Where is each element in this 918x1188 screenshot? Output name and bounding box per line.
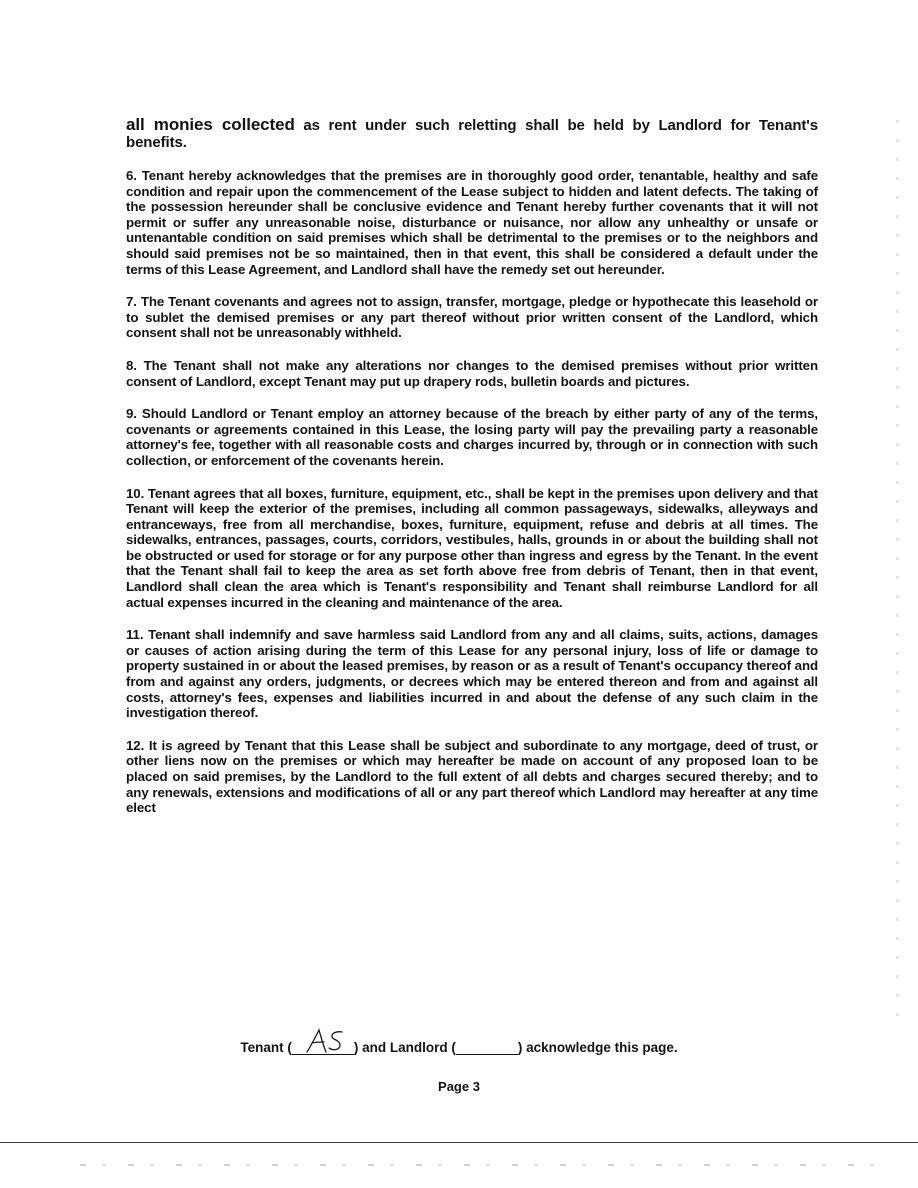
margin-scan-marks xyxy=(896,120,899,1020)
paragraph-9: 9. Should Landlord or Tenant employ an attorney because of the breach by either party of any of the terms, covenants or agreements contained in this Lease, the losing party will pay the prevailing party a reasonable attorney's fee, together with all reasonable costs and charges incurred by, through or in connection with such collection, or enforcement of the covenants herein. xyxy=(126,406,818,468)
paragraph-7: 7. The Tenant covenants and agrees not to assign, transfer, mortgage, pledge or hypothecate this leasehold or to sublet the demised premises or any part thereof without prior written consent of the Landlord, which consent shall not be unreasonably withheld. xyxy=(126,294,818,341)
paragraph-6: 6. Tenant hereby acknowledges that the premises are in thoroughly good order, tenantable, healthy and safe condition and repair upon the commencement of the Lease subject to hidden and latent defects. The taking of the possession hereunder shall be conclusive evidence and Tenant hereby further covenants that it will not permit or suffer any unreasonable noise, disturbance or nuisance, nor allow any unhealthy or unsafe or untenantable condition on said premises which shall be detrimental to the premises or to the neighbors and should said premises not be so maintained, then in that event, this shall be considered a default under the terms of this Lease Agreement, and Landlord shall have the remedy set out hereunder. xyxy=(126,168,818,277)
lead-first-words: all monies collected xyxy=(126,115,295,134)
tenant-label: Tenant ( xyxy=(240,1040,292,1055)
footer-rule xyxy=(0,1142,918,1143)
tenant-initials-field xyxy=(292,1040,354,1055)
landlord-label: ) and Landlord ( xyxy=(353,1040,456,1055)
paragraph-8: 8. The Tenant shall not make any alterations nor changes to the demised premises without prior written consent of Landlord, except Tenant may put up drapery rods, bulletin boards and pictures. xyxy=(126,357,818,389)
paragraph-5-continuation xyxy=(126,116,818,151)
paragraph-10: 10. Tenant agrees that all boxes, furniture, equipment, etc., shall be kept in the premises upon delivery and that Tenant will keep the exterior of the premises, including all common passageways, sidewalks, alleyways and entranceways, free from all merchandise, boxes, furniture, equipment, refuse and debris at all times. The sidewalks, entrances, passages, courts, corridors, vestibules, halls, grounds in or about the building shall not be obstructed or used for storage or for any purpose other than ingress and egress by the Tenant. In the event that the Tenant shall fail to keep the area as set forth above free from debris of Tenant, then in that event, Landlord shall clean the area which is Tenant's responsibility and Tenant shall reimburse Landlord for all actual expenses incurred in the cleaning and maintenance of the area. xyxy=(126,485,818,610)
acknowledge-text: ) acknowledge this page. xyxy=(517,1040,678,1055)
paragraph-12: 12. It is agreed by Tenant that this Lease shall be subject and subordinate to any mortgage, deed of trust, or other liens now on the premises or which may hereafter be made on account of any proposed loan to be placed on said premises, by the Landlord to the full extent of all debts and charges secured thereby; and to any renewals, extensions and modifications of all or any part thereof which Landlord may hereafter at any time elect xyxy=(126,737,818,816)
paragraph-11: 11. Tenant shall indemnify and save harmless said Landlord from any and all claims, suits, actions, damages or causes of action arising during the term of this Lease for any personal injury, loss of life or damage to property sustained in or about the leased premises, by reason or as a result of Tenant's occupancy thereof and from and against any orders, judgments, or decrees which may be entered thereon and from and against all costs, attorney's fees, expenses and liabilities incurred in and about the defense of any such claim in the investigation thereof. xyxy=(126,627,818,721)
handwritten-initials xyxy=(304,1028,348,1054)
page-number: Page 3 xyxy=(438,1079,480,1094)
lease-body xyxy=(126,116,818,833)
lead-rest: as rent under such reletting shall be held by Landlord for Tenant's benefits. xyxy=(126,117,818,151)
page-acknowledgement xyxy=(0,1040,918,1055)
landlord-initials-field xyxy=(456,1040,518,1055)
scan-artifacts xyxy=(80,1164,880,1166)
